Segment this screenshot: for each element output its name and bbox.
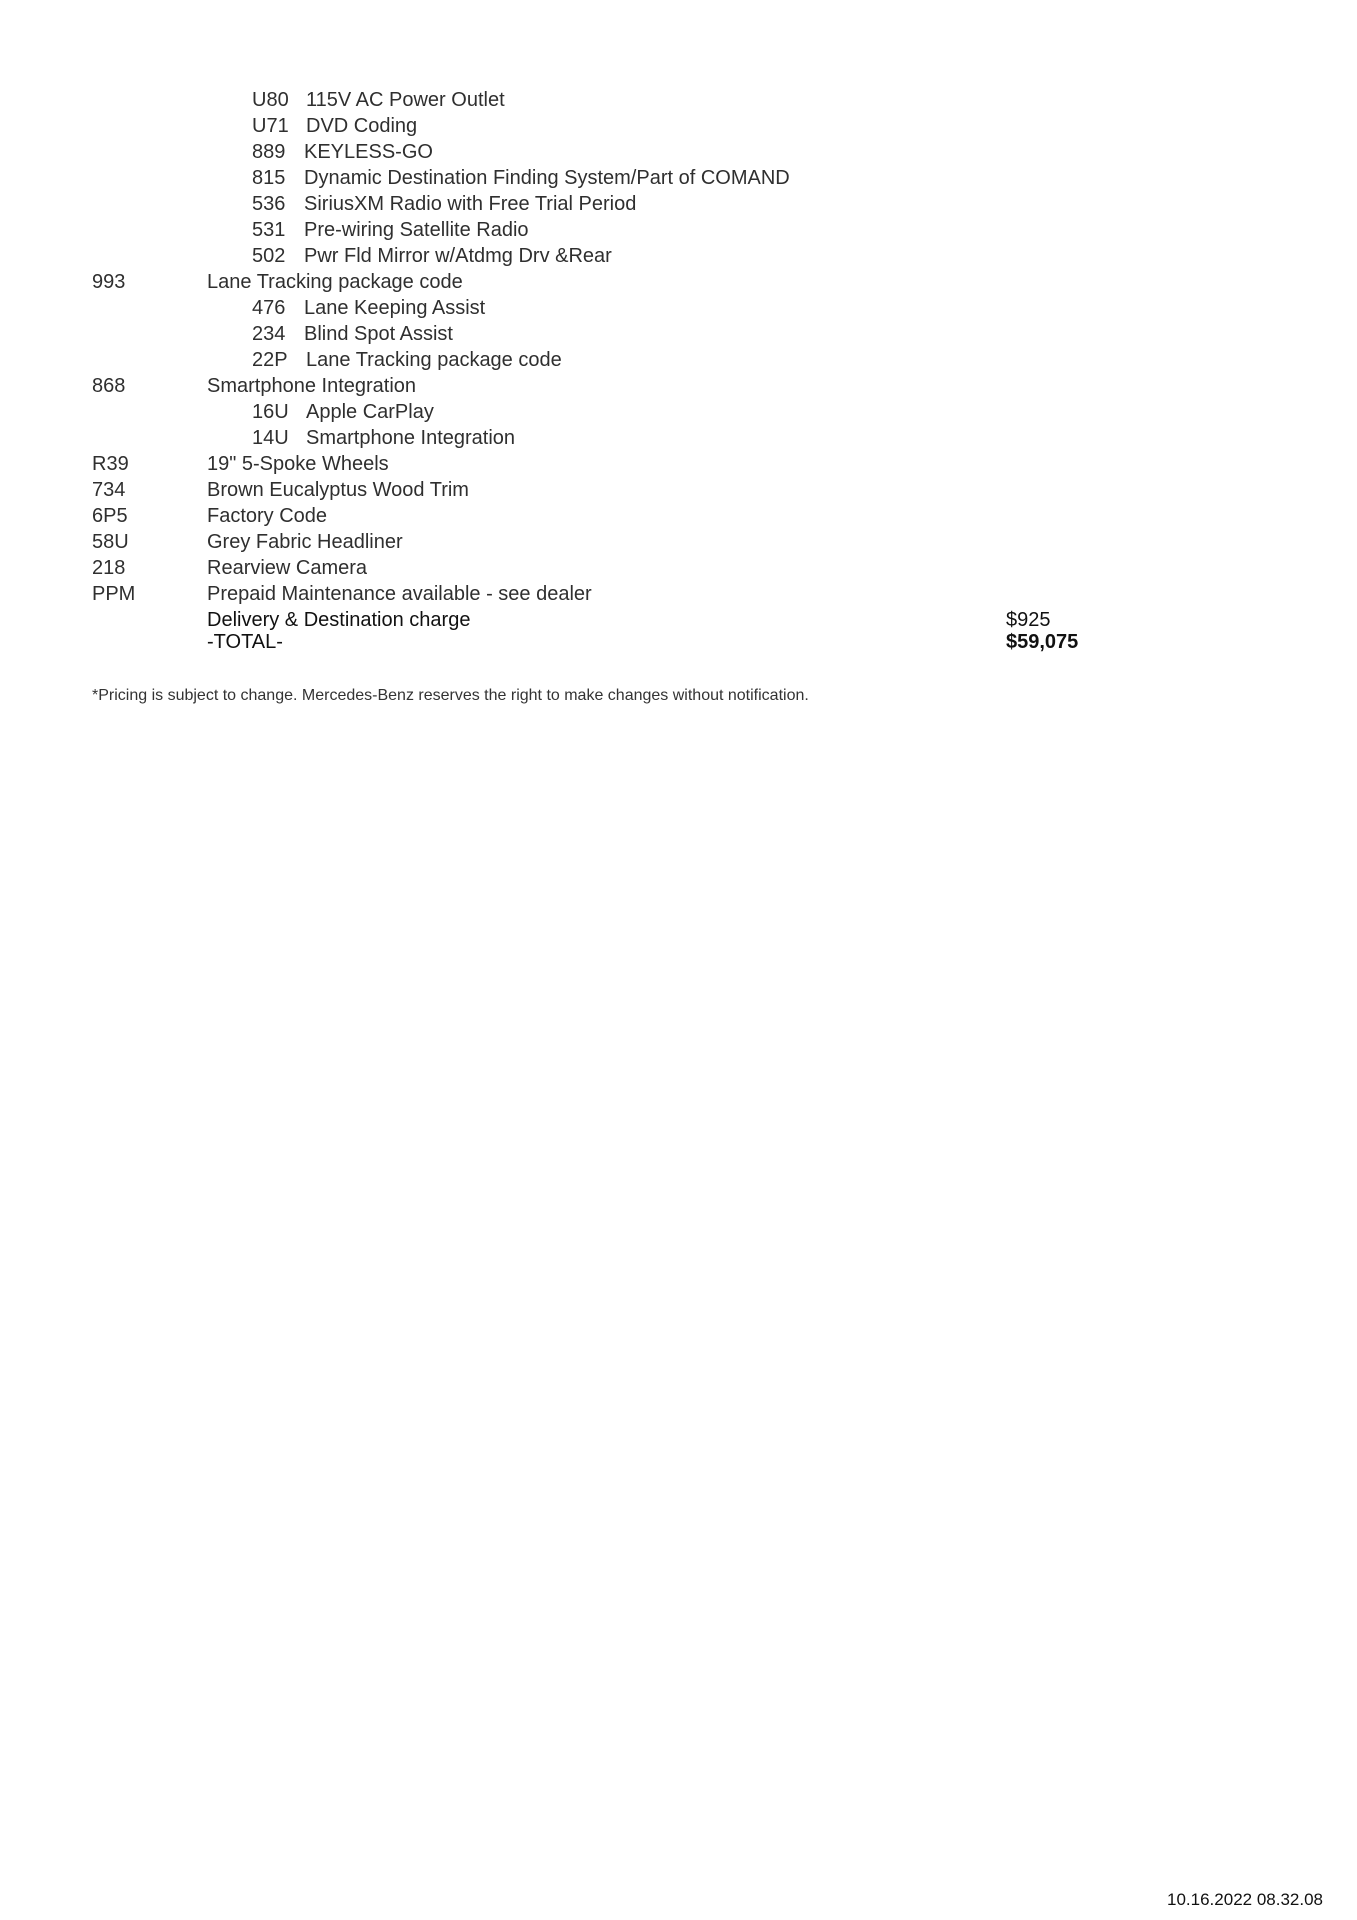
print-timestamp: 10.16.2022 08.32.08 — [1167, 1890, 1323, 1909]
sub-option-row — [0, 321, 1357, 347]
option-label: SiriusXM Radio with Free Trial Period — [304, 193, 637, 215]
option-label: Rearview Camera — [207, 557, 368, 579]
option-code: 815 — [252, 167, 286, 189]
option-label: DVD Coding — [306, 115, 418, 137]
sub-option-row — [0, 217, 1357, 243]
option-code: 476 — [252, 297, 286, 319]
option-row — [0, 529, 1357, 555]
option-label: Pre-wiring Satellite Radio — [304, 219, 529, 241]
option-label: KEYLESS-GO — [304, 141, 433, 163]
option-label: Pwr Fld Mirror w/Atdmg Drv &Rear — [304, 245, 612, 267]
option-code: 58U — [92, 531, 129, 553]
option-code: U80 — [252, 89, 289, 111]
total-price: $59,075 — [1006, 631, 1079, 653]
package-row — [0, 269, 1357, 295]
option-label: Prepaid Maintenance available - see dealer — [207, 583, 592, 605]
option-label: Smartphone Integration — [306, 427, 516, 449]
option-code: U71 — [252, 115, 289, 137]
option-label: Dynamic Destination Finding System/Part of COMAND — [304, 167, 790, 189]
option-label: Brown Eucalyptus Wood Trim — [207, 479, 469, 501]
option-label: Apple CarPlay — [306, 401, 434, 423]
option-code: 6P5 — [92, 505, 128, 527]
option-label: Factory Code — [207, 505, 328, 527]
option-label: 19" 5-Spoke Wheels — [207, 453, 389, 475]
option-label: 115V AC Power Outlet — [306, 89, 505, 111]
option-code: 14U — [252, 427, 289, 449]
delivery-price: $925 — [1006, 609, 1051, 631]
sub-option-row — [0, 113, 1357, 139]
package-row — [0, 373, 1357, 399]
option-code: 502 — [252, 245, 286, 267]
delivery-label: Delivery & Destination charge — [207, 609, 471, 631]
sub-option-row — [0, 191, 1357, 217]
option-code: 22P — [252, 349, 288, 371]
package-code: 868 — [92, 375, 126, 397]
option-row — [0, 581, 1357, 607]
package-label: Lane Tracking package code — [207, 271, 463, 293]
option-row — [0, 477, 1357, 503]
sub-option-row — [0, 399, 1357, 425]
total-row — [0, 629, 1357, 655]
option-row — [0, 555, 1357, 581]
option-code: 531 — [252, 219, 286, 241]
option-label: Blind Spot Assist — [304, 323, 453, 345]
sub-option-row — [0, 295, 1357, 321]
option-code: 234 — [252, 323, 286, 345]
option-label: Grey Fabric Headliner — [207, 531, 403, 553]
option-label: Lane Keeping Assist — [304, 297, 486, 319]
sub-option-row — [0, 139, 1357, 165]
option-code: 734 — [92, 479, 126, 501]
option-code: R39 — [92, 453, 129, 475]
option-code: 16U — [252, 401, 289, 423]
sub-option-row — [0, 243, 1357, 269]
package-label: Smartphone Integration — [207, 375, 417, 397]
sub-option-row — [0, 165, 1357, 191]
option-code: 218 — [92, 557, 126, 579]
sub-option-row — [0, 425, 1357, 451]
option-row — [0, 451, 1357, 477]
option-row — [0, 503, 1357, 529]
option-code: 889 — [252, 141, 286, 163]
package-code: 993 — [92, 271, 126, 293]
sub-option-row — [0, 87, 1357, 113]
option-code: 536 — [252, 193, 286, 215]
option-label: Lane Tracking package code — [306, 349, 562, 371]
option-code: PPM — [92, 583, 136, 605]
sub-option-row — [0, 347, 1357, 373]
total-label: -TOTAL- — [207, 631, 283, 653]
pricing-footnote: *Pricing is subject to change. Mercedes-Benz reserves the right to make changes without notification. — [92, 687, 809, 704]
